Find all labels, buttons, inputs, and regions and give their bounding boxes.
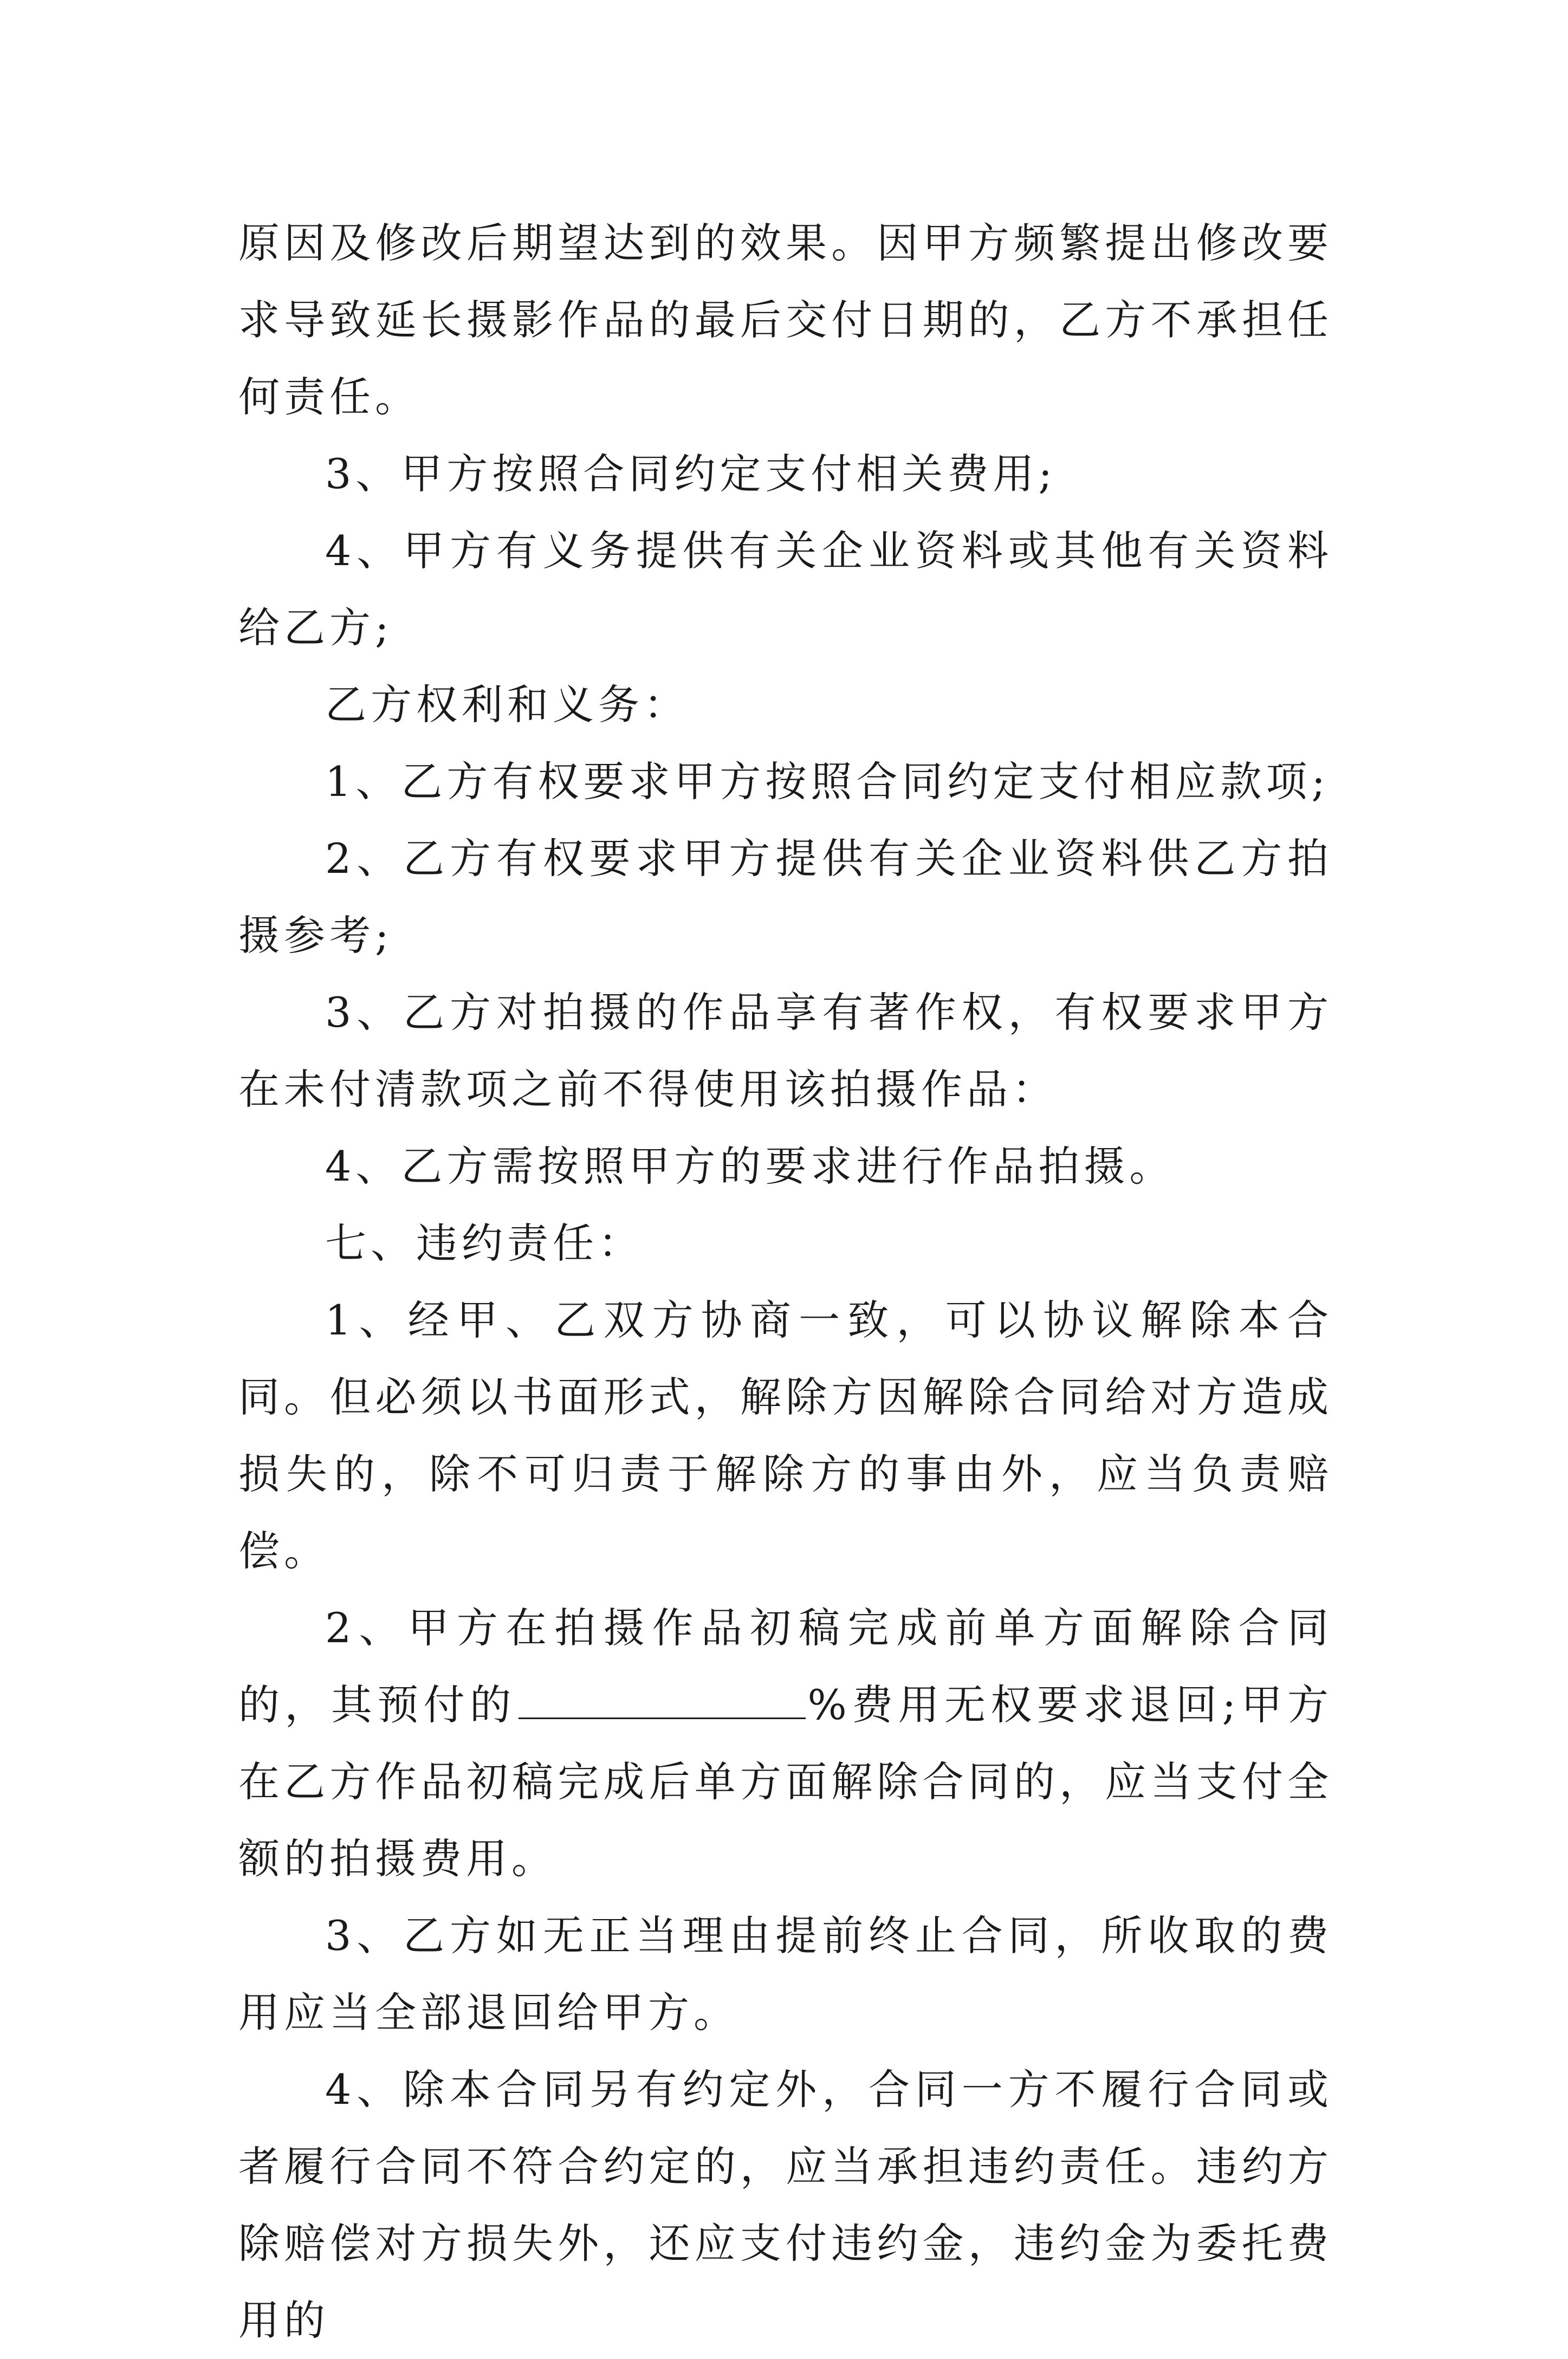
section-heading-breach-liability: 七、违约责任： [325, 1219, 644, 1267]
paragraph: 4、甲方有义务提供有关企业资料或其他有关资料给乙方; [238, 527, 1333, 652]
paragraph: 原因及修改后期望达到的效果。因甲方频繁提出修改要求导致延长摄影作品的最后交付日期的，乙方不承担任何责任。 [238, 219, 1333, 421]
paragraph: 2、乙方有权要求甲方提供有关企业资料供乙方拍摄参考; [238, 834, 1333, 960]
paragraph: 3、乙方如无正当理由提前终止合同，所收取的费用应当全部退回给甲方。 [238, 1911, 1333, 2037]
paragraph: 1、乙方有权要求甲方按照合同约定支付相应款项; [325, 757, 1330, 806]
paragraph-with-blank [238, 1590, 1333, 1897]
paragraph-text-before-blank: 2、甲方在拍摄作品初稿完成前单方面解除合同的，其预付的 [238, 1604, 1333, 1729]
paragraph-text-after-blank: %费用无权要求退回;甲方在乙方作品初稿完成后单方面解除合同的，应当支付全额的拍摄费用。 [238, 1681, 1333, 1883]
paragraph: 3、乙方对拍摄的作品享有著作权，有权要求甲方在未付清款项之前不得使用该拍摄作品： [238, 988, 1333, 1113]
document-body [238, 205, 1333, 2359]
paragraph: 3、甲方按照合同约定支付相关费用; [325, 450, 1057, 498]
fill-in-blank [519, 1680, 806, 1719]
paragraph: 4、乙方需按照甲方的要求进行作品拍摄。 [325, 1142, 1175, 1190]
paragraph: 4、除本合同另有约定外，合同一方不履行合同或者履行合同不符合约定的，应当承担违约责任。违约方除赔偿对方损失外，还应支付违约金，违约金为委托费用的 [238, 2065, 1333, 2344]
section-heading-party-b-rights: 乙方权利和义务： [325, 681, 689, 729]
paragraph: 1、经甲、乙双方协商一致，可以协议解除本合同。但必须以书面形式，解除方因解除合同给对方造成损失的，除不可归责于解除方的事由外，应当负责赔偿。 [238, 1296, 1333, 1575]
